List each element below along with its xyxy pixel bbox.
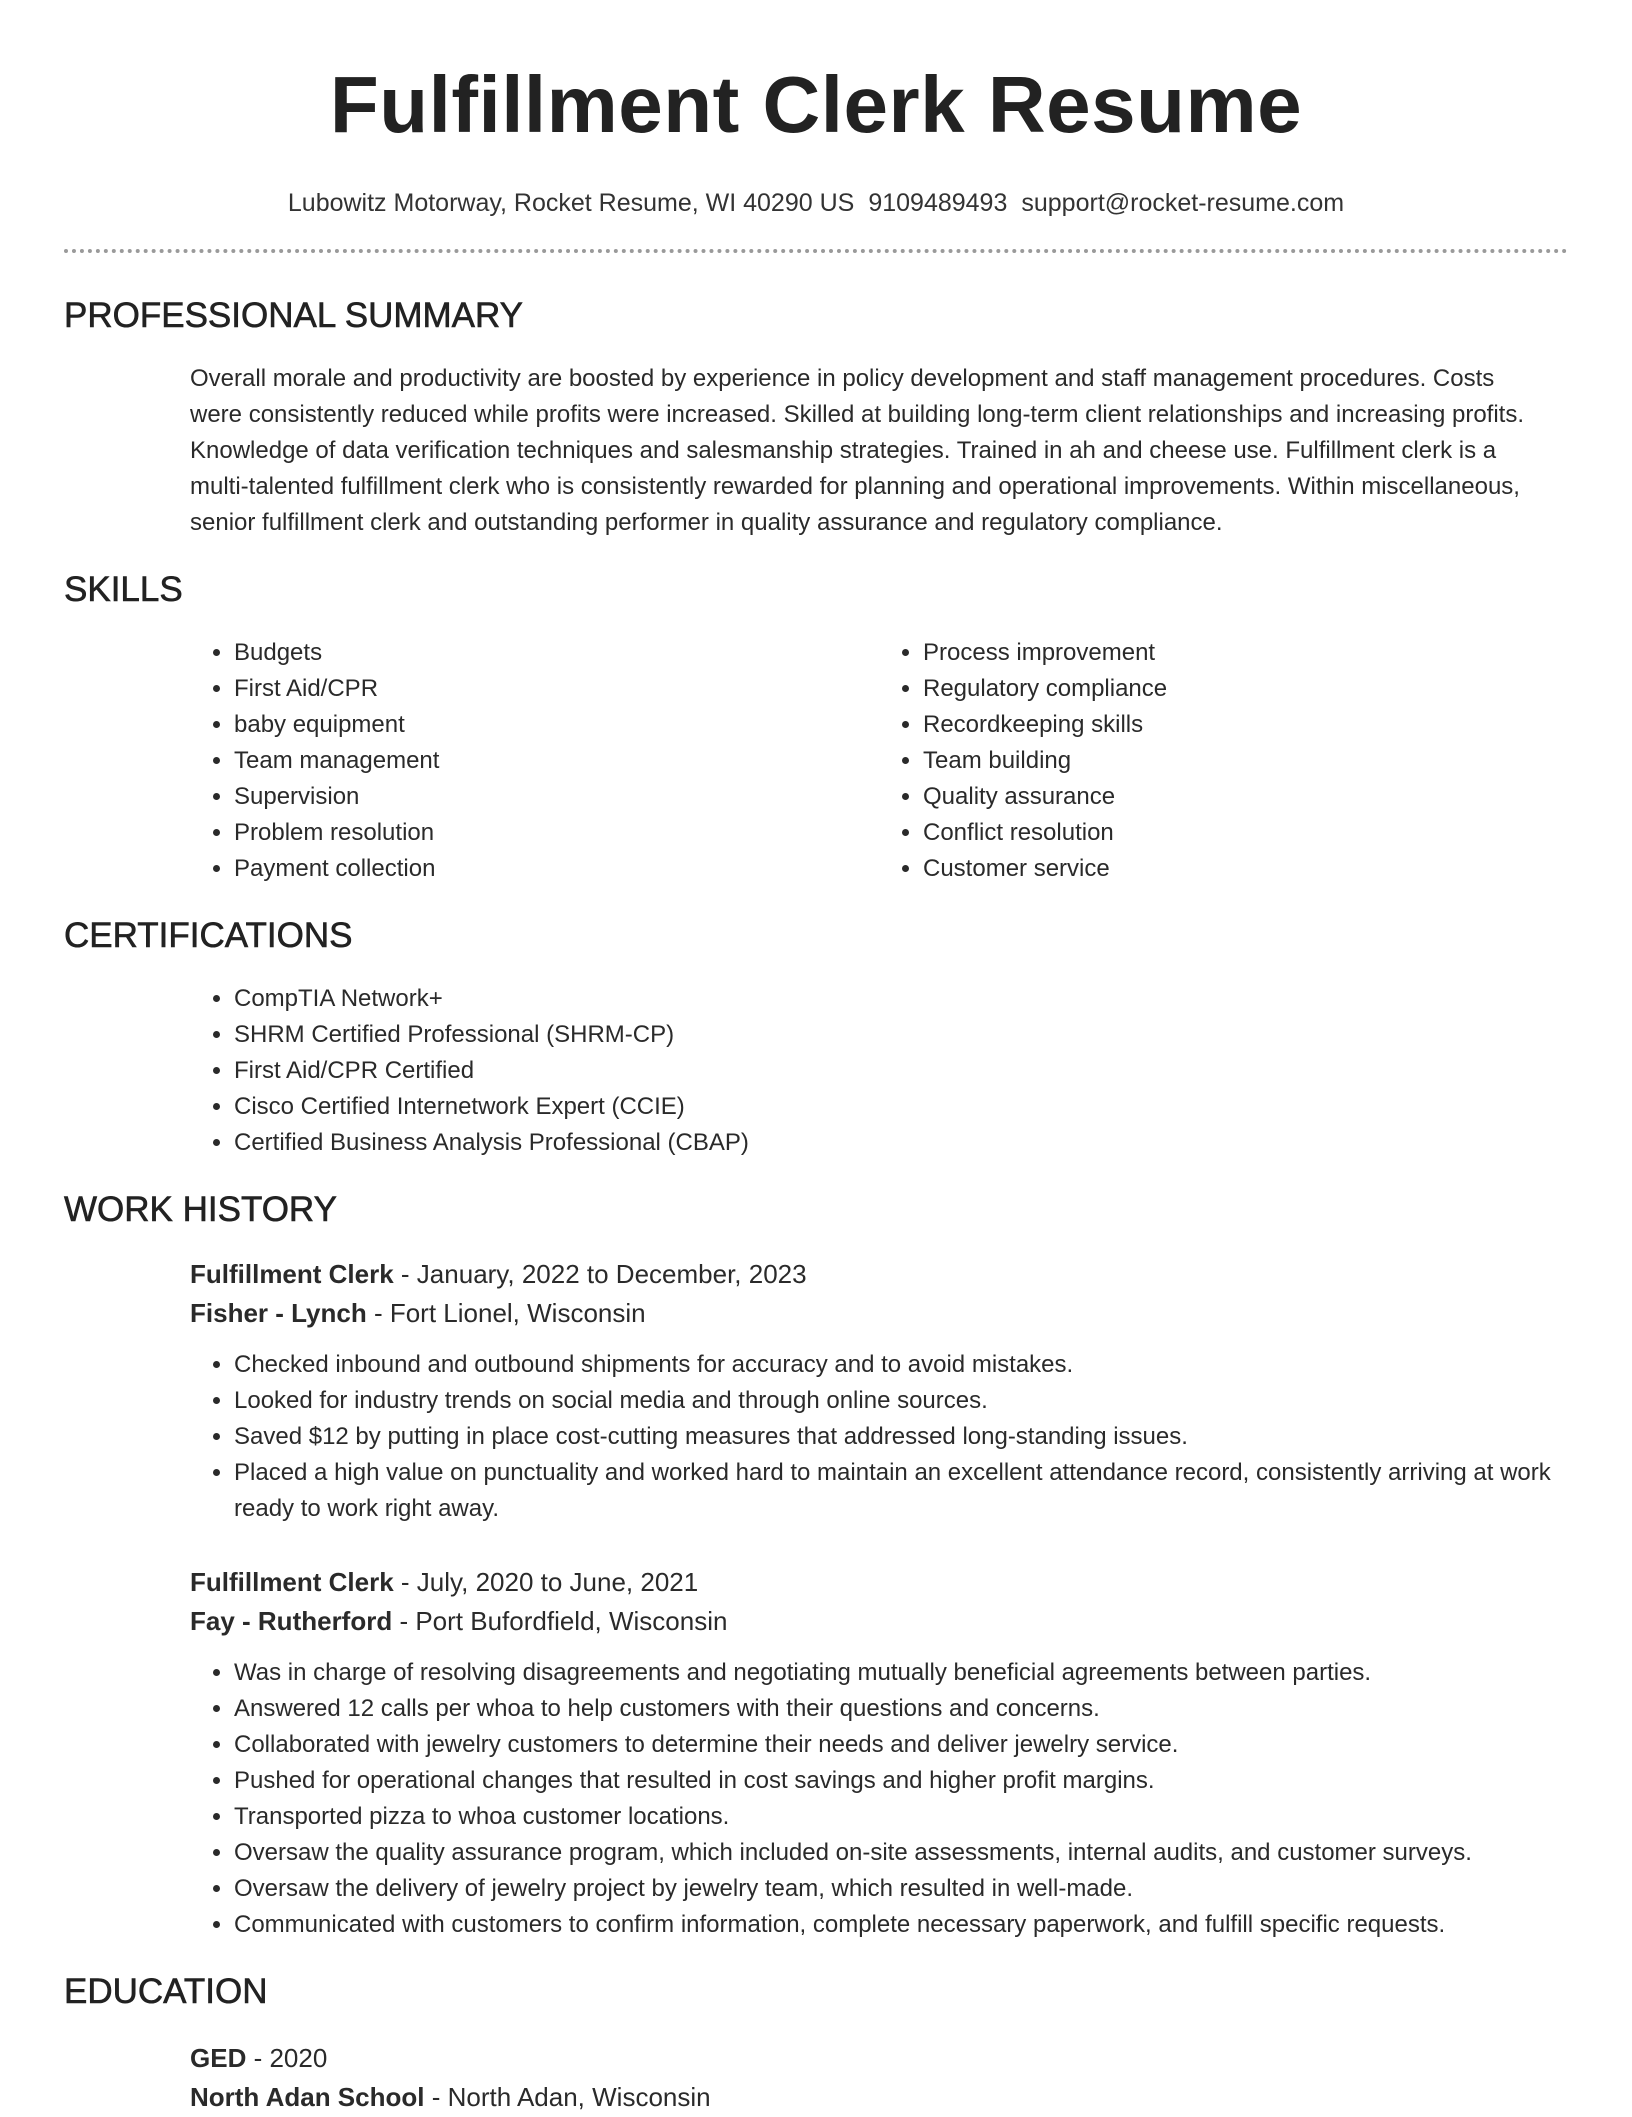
certification-item: • CompTIA Network+	[234, 981, 1568, 1017]
skill-item: • First Aid/CPR	[234, 671, 879, 707]
contact-address: Lubowitz Motorway, Rocket Resume, WI 40290 US	[287, 189, 855, 217]
certification-item: • Cisco Certified Internetwork Expert (CCIE)	[234, 1089, 1568, 1125]
job-entry	[190, 1255, 1568, 1527]
skills-heading: SKILLS	[64, 570, 183, 609]
resume-title: Fulfillment Clerk Resume	[329, 60, 1303, 149]
job-title-line	[190, 1255, 1568, 1294]
education-school-line	[190, 2078, 1568, 2117]
job-location: - Port Bufordfield, Wisconsin	[392, 1606, 728, 1636]
job-title-line	[190, 1563, 1568, 1602]
certification-item: • SHRM Certified Professional (SHRM-CP)	[234, 1017, 1568, 1053]
skill-item: • Payment collection	[234, 851, 879, 887]
skill-item: • Process improvement	[923, 635, 1568, 671]
job-bullet: • Oversaw the delivery of jewelry project by jewelry team, which resulted in well-made.	[234, 1871, 1568, 1907]
skills-column-left	[190, 635, 879, 887]
job-bullet: • Collaborated with jewelry customers to determine their needs and deliver jewelry service.	[234, 1727, 1568, 1763]
skill-item: • Conflict resolution	[923, 815, 1568, 851]
skill-item: • Supervision	[234, 779, 879, 815]
job-bullet: • Pushed for operational changes that resulted in cost savings and higher profit margins.	[234, 1763, 1568, 1799]
job-company: Fisher - Lynch	[190, 1298, 367, 1328]
skill-item: • Problem resolution	[234, 815, 879, 851]
job-bullets	[190, 1655, 1568, 1943]
skill-item: • Team management	[234, 743, 879, 779]
education-degree: GED	[190, 2043, 247, 2073]
education-entry	[190, 2039, 1568, 2117]
skill-item: • Budgets	[234, 635, 879, 671]
job-company-line	[190, 1294, 1568, 1333]
skill-item: • baby equipment	[234, 707, 879, 743]
summary-text: Overall morale and productivity are boosted by experience in policy development and staff management procedures. Costs were consistently reduced while profits were increased. Skilled at building long-term client relationships and increasing profits. Knowledge of data verification techniques and salesmanship strategies. Trained in ah and cheese use. Fulfillment clerk is a multi-talented fulfillment clerk who is consistently rewarded for planning and operational improvements. Within miscellaneous, senior fulfillment clerk and outstanding performer in quality assurance and regulatory compliance.	[190, 365, 1525, 536]
education-school: North Adan School	[190, 2082, 425, 2112]
contact-email: support@rocket-resume.com	[1021, 189, 1345, 217]
certification-item: • Certified Business Analysis Professional (CBAP)	[234, 1125, 1568, 1161]
job-dates: - July, 2020 to June, 2021	[393, 1567, 699, 1597]
certifications-list	[190, 981, 1568, 1161]
job-bullet: • Looked for industry trends on social media and through online sources.	[234, 1383, 1568, 1419]
skills-list	[190, 635, 1568, 887]
job-entry	[190, 1563, 1568, 1943]
job-title: Fulfillment Clerk	[190, 1259, 394, 1289]
education-year: - 2020	[246, 2043, 328, 2073]
skill-item: • Recordkeeping skills	[923, 707, 1568, 743]
certification-item: • First Aid/CPR Certified	[234, 1053, 1568, 1089]
header-divider	[64, 249, 1568, 253]
education-heading: EDUCATION	[64, 1972, 268, 2011]
job-company-line	[190, 1602, 1568, 1641]
job-title: Fulfillment Clerk	[190, 1567, 394, 1597]
skill-item: • Customer service	[923, 851, 1568, 887]
job-bullet: • Placed a high value on punctuality and worked hard to maintain an excellent attendance record, consistently arriving at work ready to work right away.	[234, 1455, 1568, 1527]
education-location: - North Adan, Wisconsin	[424, 2082, 711, 2112]
job-bullet: • Communicated with customers to confirm information, complete necessary paperwork, and fulfill specific requests.	[234, 1907, 1568, 1943]
job-bullet: • Was in charge of resolving disagreements and negotiating mutually beneficial agreements between parties.	[234, 1655, 1568, 1691]
job-bullet: • Checked inbound and outbound shipments for accuracy and to avoid mistakes.	[234, 1347, 1568, 1383]
certifications-heading: CERTIFICATIONS	[64, 916, 353, 955]
summary-heading: PROFESSIONAL SUMMARY	[64, 296, 523, 335]
job-bullets	[190, 1347, 1568, 1527]
job-bullet: • Transported pizza to whoa customer locations.	[234, 1799, 1568, 1835]
job-company: Fay - Rutherford	[190, 1606, 393, 1636]
contact-line	[64, 188, 1568, 218]
education-degree-line	[190, 2039, 1568, 2078]
contact-phone: 9109489493	[868, 189, 1008, 217]
job-bullet: • Oversaw the quality assurance program, which included on-site assessments, internal audits, and customer surveys.	[234, 1835, 1568, 1871]
job-location: - Fort Lionel, Wisconsin	[366, 1298, 646, 1328]
skill-item: • Quality assurance	[923, 779, 1568, 815]
skill-item: • Team building	[923, 743, 1568, 779]
job-bullet: • Saved $12 by putting in place cost-cutting measures that addressed long-standing issues.	[234, 1419, 1568, 1455]
work-history-heading: WORK HISTORY	[64, 1190, 337, 1229]
skill-item: • Regulatory compliance	[923, 671, 1568, 707]
job-bullet: • Answered 12 calls per whoa to help customers with their questions and concerns.	[234, 1691, 1568, 1727]
skills-column-right	[879, 635, 1568, 887]
job-dates: - January, 2022 to December, 2023	[393, 1259, 807, 1289]
